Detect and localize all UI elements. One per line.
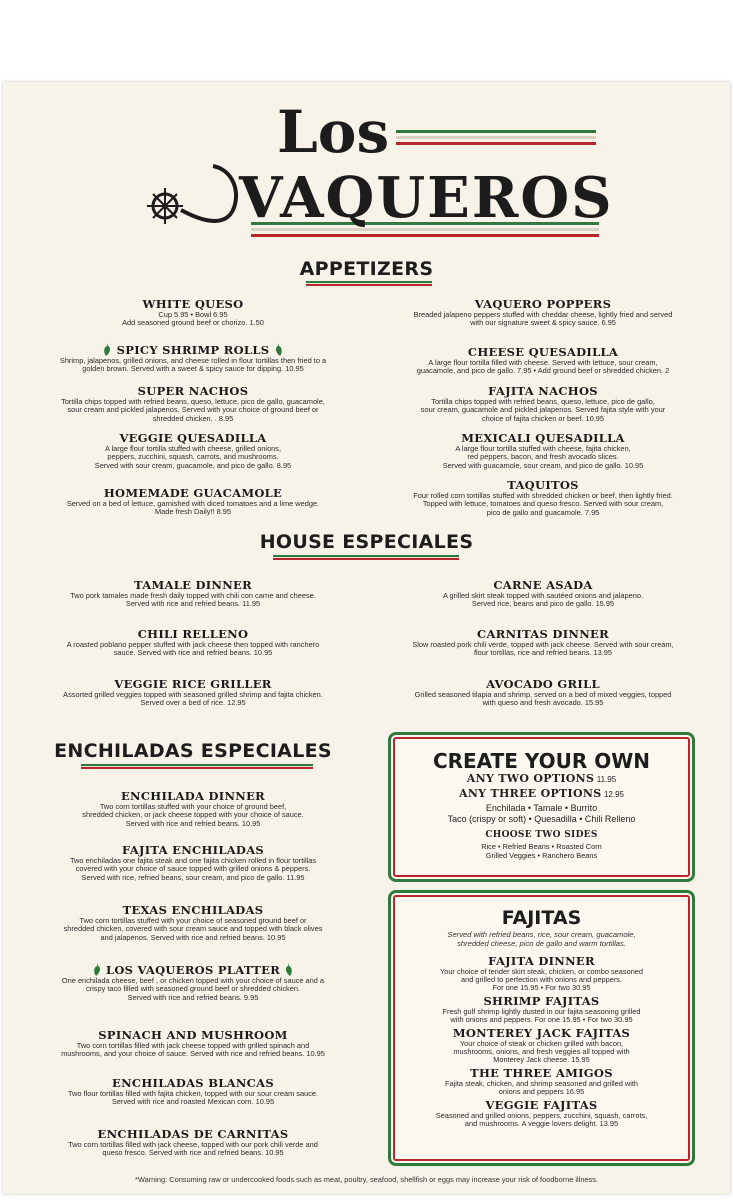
item-desc-line: guacamole, and pico de gallo. 7.95 • Add ground beef or shredded chicken. 2 — [416, 366, 670, 376]
item-desc-line: Assorted grilled veggies topped with seasoned grilled shrimp and fajita chicken. — [63, 690, 323, 699]
create-your-own-box — [388, 732, 695, 882]
item-desc-line: and mushrooms. A veggie lovers delight. 13.95 — [464, 1119, 619, 1129]
item-desc-line: Grilled seasoned tilapia and shrimp, served on a bed of mixed veggies, topped — [414, 690, 672, 699]
chili-pepper-icon — [91, 962, 102, 977]
item-desc-line: A large flour tortilla stuffed with cheese, fajita chicken, — [455, 444, 631, 453]
item-desc-line: Served with rice and refried beans. 11.95 — [125, 599, 261, 609]
create-options-line: Enchilada • Tamale • Burrito — [485, 803, 598, 813]
fajitas-note-line: shredded cheese, pico de gallo and warm tortillas. — [457, 938, 626, 948]
item-desc-line: choice of fajita chicken or beef. 10.95 — [481, 413, 605, 423]
item-desc-line: sour cream, guacamole and pickled jalapenos. Served fajita style with your — [420, 405, 666, 415]
fajita-item — [391, 1067, 692, 1097]
appetizers-flag-divider — [306, 281, 432, 286]
item-name: THE THREE AMIGOS — [470, 1065, 613, 1080]
enchilada-item — [33, 1029, 353, 1059]
item-desc-line: Monterey Jack cheese. 15.95 — [493, 1055, 590, 1065]
item-name: HOMEMADE GUACAMOLE — [103, 486, 283, 500]
chili-pepper-icon — [284, 962, 295, 977]
enchilada-item — [33, 962, 353, 1002]
section-title-enchiladas-especiales: ENCHILADAS ESPECIALES — [54, 740, 332, 762]
appetizer-item — [378, 346, 708, 376]
house-item — [33, 678, 353, 708]
item-name: WHITE QUESO — [142, 297, 244, 311]
item-desc-line: Served on a bed of lettuce, garnished with diced tomatoes and a lime wedge. — [66, 499, 320, 508]
item-desc-line: shredded chicken, or jack cheese topped with your choice of sauce. — [82, 810, 304, 820]
fajita-item — [391, 1027, 692, 1065]
logo-line-vaqueros: VAQUEROS — [239, 165, 614, 231]
logo-line-los: Los — [277, 98, 390, 166]
item-desc-line: and grilled to perfection with onions and peppers. — [460, 975, 623, 984]
fajitas-title: FAJITAS — [501, 907, 582, 929]
appetizer-item — [378, 479, 708, 517]
item-desc-line: Seasoned and grilled onions, peppers, zucchini, squash, carrots, — [435, 1110, 648, 1120]
fajitas-box — [388, 890, 695, 1166]
chili-pepper-icon — [101, 342, 112, 357]
item-name: SUPER NACHOS — [137, 384, 249, 398]
food-safety-warning: *Warning: Consuming raw or undercooked foods such as meat, poultry, seafood, shellfish or eggs may increase your risk of foodborne illness. — [135, 1175, 598, 1184]
item-desc-line: Tortilla chips topped with refried beans, queso, lettuce, pico de gallo, — [431, 397, 655, 406]
item-desc-line: Cup 5.95 • Bowl 6.95 — [158, 310, 228, 319]
item-desc-line: Shrimp, jalapenos, grilled onions, and cheese rolled in flour tortillas then fried to a — [59, 356, 327, 365]
item-name: FAJITA ENCHILADAS — [121, 843, 265, 857]
item-desc-line: and jalapenos. Served with rice and refried beans. 10.95 — [100, 932, 286, 942]
item-desc-line: sauce. Served with rice and refried beans. 10.95 — [113, 648, 273, 658]
item-desc-line: Served with guacamole, sour cream, and pico de gallo. 10.95 — [442, 460, 644, 470]
item-desc-line: One enchilada cheese, beef , or chicken topped with your choice of sauce and a — [61, 976, 325, 985]
item-desc-line: red peppers, bacon, and fresh avocado slices. — [467, 452, 619, 462]
item-desc-line: crispy taco filled with seasoned ground beef or shredded chicken. — [85, 984, 301, 994]
item-desc-line: Served with sour cream, guacamole, and pico de gallo. 8.95 — [94, 460, 292, 470]
item-desc-line: mushrooms, and your choice of sauce. Served with rice and refried beans. 10.95 — [61, 1049, 325, 1059]
sides-line: Grilled Veggies • Ranchero Beans — [485, 850, 598, 860]
item-desc-line: A large flour tortilla stuffed with cheese, grilled onions, — [104, 444, 282, 453]
appetizer-item — [378, 385, 708, 423]
item-desc-line: Slow roasted pork chili verde, topped with jack cheese. Served with sour cream, — [412, 640, 674, 649]
item-desc-line: Two corn tortillas stuffed with your choice of seasoned ground beef or — [79, 916, 307, 925]
item-desc-line: mushrooms, onions, and fresh veggies all topped with — [453, 1047, 630, 1057]
item-name: FAJITA DINNER — [488, 953, 595, 968]
item-desc-line: shredded chicken. . 8.95 — [152, 413, 234, 423]
item-desc-line: Fajita steak, chicken, and shrimp seasoned and grilled with — [444, 1078, 639, 1088]
section-title-house-especiales: HOUSE ESPECIALES — [259, 531, 474, 553]
chili-pepper-icon — [274, 342, 285, 357]
item-name: VEGGIE RICE GRILLER — [114, 677, 272, 691]
item-desc-line: covered with your choice of sauce topped with grilled onions & peppers. — [75, 864, 311, 874]
house-item — [378, 628, 708, 658]
item-desc-line: Served with rice, refried beans, sour cream, and pico de gallo. 11.95 — [81, 872, 305, 882]
item-name: ENCHILADA DINNER — [120, 789, 266, 803]
fajita-item — [391, 995, 692, 1025]
enchilada-item — [33, 904, 353, 942]
item-name: SPINACH AND MUSHROOM — [98, 1028, 288, 1042]
fajitas-note-line: Served with refried beans, rice, sour cream, guacamole, — [447, 930, 636, 939]
item-desc-line: A grilled skirt steak topped with sautéed onions and jalapeno. — [442, 591, 644, 600]
item-desc-line: Fresh gulf shrimp lightly dusted in our fajita seasoning grilled — [442, 1006, 641, 1016]
item-desc-line: A large flour tortilla filled with cheese. Served with lettuce, sour cream, — [428, 358, 658, 367]
item-name: CARNITAS DINNER — [477, 627, 609, 641]
enchilada-item — [33, 1077, 353, 1107]
appetizer-item — [33, 385, 353, 423]
item-desc-line: Two pork tamales made fresh daily topped with chili con carne and cheese. — [70, 591, 316, 600]
item-desc-line: Two flour tortillas filled with fajita chicken, topped with our sour cream sauce. — [67, 1089, 319, 1098]
item-desc-line: Made fresh Daily!! 8.95 — [155, 507, 231, 517]
item-desc-line: Tortilla chips topped with refried beans, queso, lettuce, pico de gallo, guacamole, — [61, 397, 325, 406]
house-item — [33, 579, 353, 609]
item-desc-line: Served over a bed of rice. 12.95 — [140, 698, 246, 708]
item-desc-line: pico de gallo and guacamole. 7.95 — [486, 507, 600, 517]
item-name: VEGGIE QUESADILLA — [119, 431, 267, 445]
item-desc-line: sour cream and pickled jalapenos. Served with your choice of ground beef or — [67, 405, 319, 415]
menu-page — [3, 82, 730, 1194]
item-desc-line: A roasted poblano pepper stuffed with jack cheese then topped with ranchero — [66, 640, 320, 649]
item-desc-line: Served with rice and roasted Mexican corn. 10.95 — [111, 1097, 275, 1107]
item-desc-line: Four rolled corn tortillas stuffed with shredded chicken or beef, then lightly fried. — [413, 491, 673, 500]
item-name: FAJITA NACHOS — [488, 384, 598, 398]
item-name: VEGGIE FAJITAS — [485, 1097, 598, 1112]
house-item — [378, 678, 708, 708]
item-desc-line: For one 15.95 • For two 30.95 — [492, 983, 591, 993]
item-desc-line: with queso and fresh avocado. 15.95 — [482, 698, 604, 708]
item-name: ENCHILADAS BLANCAS — [112, 1076, 274, 1090]
item-desc-line: queso fresco. Served with rice and refried beans. 10.95 — [102, 1148, 284, 1158]
item-desc-line: Your choice of steak or chicken grilled with bacon, — [459, 1038, 624, 1048]
item-name: LOS VAQUEROS PLATTER — [105, 963, 281, 977]
item-desc-line: Add seasoned ground beef or chorizo. 1.50 — [122, 318, 264, 328]
appetizer-item — [33, 342, 353, 374]
item-desc-line: Served with rice and refried beans. 9.95 — [127, 992, 259, 1002]
item-desc-line: Breaded jalapeno peppers stuffed with cheddar cheese, lightly fried and served — [413, 310, 673, 319]
house-flag-divider — [273, 555, 459, 560]
item-name: CHEESE QUESADILLA — [467, 345, 619, 359]
any-two-options-price: 11.95 — [596, 775, 617, 784]
fajita-item — [391, 955, 692, 993]
enchiladas-flag-divider — [81, 764, 313, 769]
appetizer-item — [33, 487, 353, 517]
item-desc-line: Served rice, beans and pico de gallo. 15.95 — [471, 599, 615, 609]
item-desc-line: flour tortillas, rice and refried beans. 13.95 — [473, 648, 613, 658]
appetizer-item — [378, 298, 708, 328]
item-desc-line: Topped with lettuce, tomatoes and queso fresco. Served with sour cream, — [422, 499, 664, 509]
item-name: TAMALE DINNER — [134, 578, 252, 592]
any-two-options-label: ANY TWO OPTIONS — [466, 772, 595, 785]
item-name: CHILI RELLENO — [137, 627, 249, 641]
section-title-appetizers: APPETIZERS — [299, 258, 434, 280]
item-name: AVOCADO GRILL — [486, 677, 600, 691]
item-desc-line: Two corn tortillas stuffed with your choice of ground beef, — [99, 802, 287, 811]
item-name: MONTEREY JACK FAJITAS — [452, 1025, 631, 1040]
item-desc-line: onions and peppers 16.95 — [498, 1087, 585, 1097]
enchilada-item — [33, 790, 353, 828]
item-name: VAQUERO POPPERS — [474, 297, 612, 311]
choose-two-sides-label: CHOOSE TWO SIDES — [485, 830, 598, 840]
appetizer-item — [33, 432, 353, 470]
item-name: TAQUITOS — [507, 478, 579, 492]
item-desc-line: shredded chicken, covered with sour cream sauce and topped with black olives — [63, 924, 323, 934]
item-desc-line: golden brown. Served with a sweet & spicy sauce for dipping. 10.95 — [82, 364, 304, 374]
fajita-item — [391, 1099, 692, 1129]
any-three-options-label: ANY THREE OPTIONS — [458, 787, 602, 800]
enchilada-item — [33, 844, 353, 882]
appetizer-item — [378, 432, 708, 470]
create-options-line: Taco (crispy or soft) • Quesadilla • Chili Relleno — [447, 814, 636, 824]
item-desc-line: Your choice of tender skirt steak, chicken, or combo seasoned — [439, 966, 644, 976]
sides-line: Rice • Refried Beans • Roasted Corn — [481, 842, 602, 851]
create-your-own-title: CREATE YOUR OWN — [432, 749, 651, 773]
item-desc-line: with our signature sweet & spicy sauce. 6.95 — [470, 318, 616, 328]
item-name: SHRIMP FAJITAS — [483, 993, 600, 1008]
item-desc-line: Two corn tortillas filled with jack cheese, topped with our pork chili verde and — [68, 1140, 318, 1149]
enchilada-item — [33, 1128, 353, 1158]
item-desc-line: Two enchiladas one fajita steak and one fajita chicken rolled in flour tortillas — [69, 856, 317, 865]
item-desc-line: peppers, zucchini, squash, carrots, and mushrooms. — [107, 452, 279, 462]
item-name: TEXAS ENCHILADAS — [122, 903, 264, 917]
item-desc-line: with onions and peppers. For one 15.95 • For two 30.95 — [450, 1015, 633, 1025]
house-item — [33, 628, 353, 658]
los-vaqueros-logo — [3, 82, 730, 252]
item-name: MEXICALI QUESADILLA — [461, 431, 625, 445]
item-desc-line: Served with rice and refried beans. 10.95 — [125, 818, 261, 828]
item-desc-line: Two corn tortillas filled with jack cheese topped with grilled spinach and — [76, 1041, 310, 1050]
item-name: CARNE ASADA — [493, 578, 593, 592]
appetizer-item — [33, 298, 353, 328]
item-name: ENCHILADAS DE CARNITAS — [97, 1127, 289, 1141]
any-three-options-price: 12.95 — [603, 790, 624, 799]
item-name: SPICY SHRIMP ROLLS — [116, 343, 270, 357]
house-item — [378, 579, 708, 609]
